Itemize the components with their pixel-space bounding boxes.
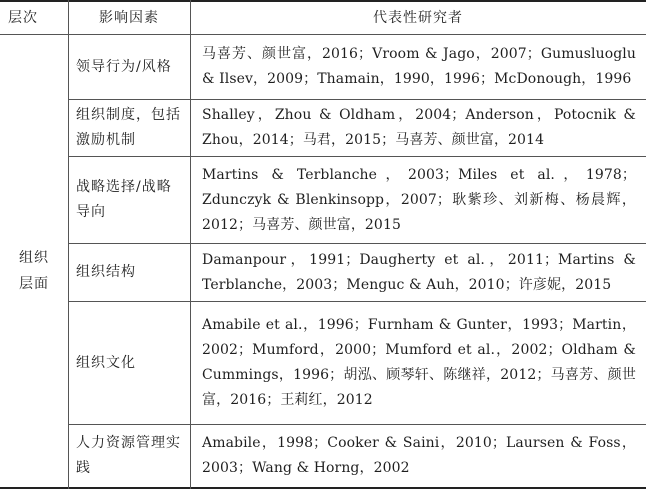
column-rule [68,0,69,489]
level-label: 组织层面 [19,249,49,292]
level-cell [0,34,68,491]
table-row-researchers: Amabile，1998；Cooker & Saini，2010；Laursen & Foss，2003；Wang & Horng，2002 [202,435,636,476]
table-bottom-rule [0,487,646,489]
table-row-researchers: Shalley，Zhou & Oldham，2004；Anderson，Potocnik & Zhou，2014；马君，2015；马喜芳、颜世富，2014 [202,107,636,148]
table-row-researchers: Damanpour，1991；Daugherty et al.，2011；Martins & Terblanche，2003；Menguc & Auh，2010；许彦妮，2015 [202,251,636,293]
table-row-factor: 组织制度，包括激励机制 [76,107,181,148]
table-row-factor: 组织文化 [76,354,136,371]
table-row-factor: 领导行为/风格 [76,58,172,75]
header-factor: 影响因素 [99,10,159,26]
header-researchers: 代表性研究者 [373,10,463,26]
table-row-factor: 战略选择/战略导向 [76,179,172,220]
header-level: 层次 [8,10,38,26]
table-row-researchers: Amabile et al.，1996；Furnham & Gunter，1993；Martin，2002；Mumford，2000；Mumford et al.，2002；Oldham & Cummings，1996；胡泓、顾琴轩、陈继祥，2012；马喜芳、颜世富，2016；王莉红，2012 [202,317,636,408]
column-rule [190,0,191,489]
table-row-researchers: 马喜芳、颜世富，2016；Vroom & Jago，2007；Gumusluoglu & Ilsev，2009；Thamain，1990，1996；McDonough，1996 [202,46,636,87]
table-row-factor: 组织结构 [76,264,136,280]
table-row-researchers: Martins & Terblanche，2003；Miles et al.，1978；Zdunczyk & Blenkinsopp，2007；耿紫珍、刘新梅、杨晨辉，2012；马喜芳、颜世富，2015 [202,166,636,233]
table-row-factor: 人力资源管理实践 [76,435,181,476]
